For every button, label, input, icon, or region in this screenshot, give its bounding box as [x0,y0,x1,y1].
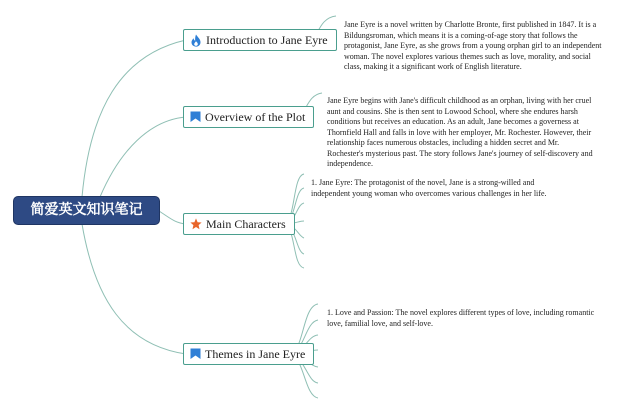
topic-note-themes: 1. Love and Passion: The novel explores different types of love, including romantic love, familial love, and self-love. [327,308,595,328]
flag-icon [190,348,201,360]
flag-icon [190,111,201,123]
root-branch-2 [100,117,186,197]
topic-introduction[interactable] [183,29,337,51]
root-branch-4 [82,224,186,354]
root-title: 简爱英文知识笔记 [30,202,143,218]
root-branch-1 [82,40,186,197]
topic-label: Overview of the Plot [205,110,306,124]
topic-themes[interactable] [183,343,314,365]
root-branch-3 [159,211,186,224]
star-icon [190,218,202,230]
topic-main-characters[interactable] [183,213,295,235]
topic-label: Introduction to Jane Eyre [206,33,328,47]
topic-note-plot: Jane Eyre begins with Jane's difficult childhood as an orphan, living with her cruel aunt and cousins. She is then sent to Lowood School, where she endures harsh conditions but receives an education. As an adult, Jane becomes a governess at Thornfield Hall and falls in love with her employer, Mr. Rochester. However, their relationship faces numerous obstacles, including a hidden secret and Mr. Rochester's mysterious past. The story follows Jane's journey of self-discovery and independence. [327,96,593,168]
topic-label: Themes in Jane Eyre [205,347,306,361]
topic-note-characters: 1. Jane Eyre: The protagonist of the novel, Jane is a strong-willed and independent young woman who overcomes various challenges in her life. [311,178,547,198]
root-node[interactable] [14,197,159,224]
topic-label: Main Characters [206,217,286,231]
topic-note-introduction: Jane Eyre is a novel written by Charlotte Bronte, first published in 1847. It is a Bildungsroman, which means it is a coming-of-age story that follows the protagonist, Jane Eyre, as she grows from a young orphan girl to an independent woman. The novel explores various themes such as love, morality, and social class, making it a significant work of English literature. [344,20,602,71]
flame-icon [190,34,202,47]
topic-plot-overview[interactable] [183,106,314,128]
